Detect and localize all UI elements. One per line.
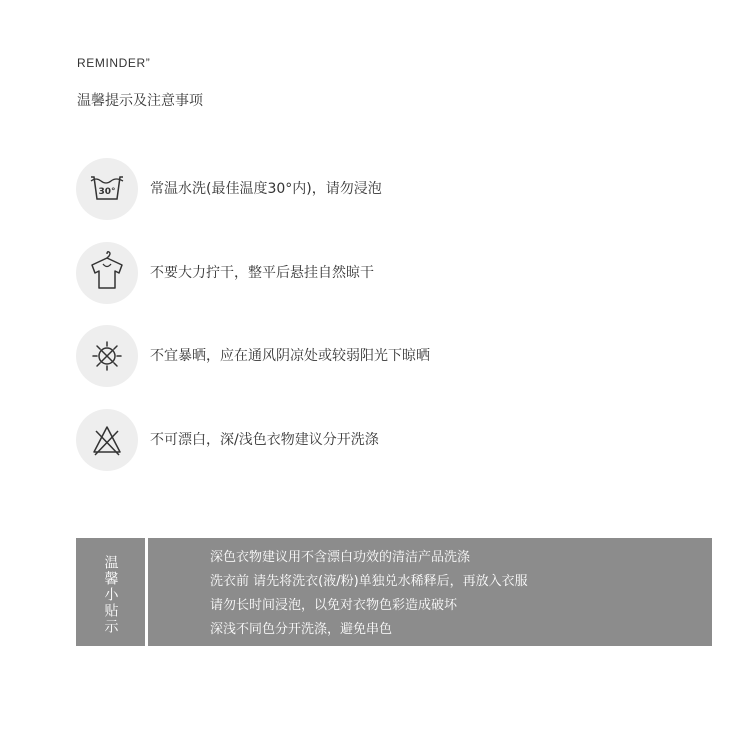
- page-title: 温馨提示及注意事项: [77, 93, 203, 109]
- tips-label-box: [76, 538, 145, 646]
- wash-30-icon: [76, 158, 138, 220]
- tip-item: 洗衣前 请先将洗衣(液/粉)单独兑水稀释后，再放入衣服: [210, 574, 528, 589]
- tip-item: 请勿长时间浸泡，以免对衣物色彩造成破坏: [210, 598, 458, 613]
- no-bleach-icon: [76, 409, 138, 471]
- tips-panel: [76, 538, 712, 646]
- no-sun-icon: [76, 325, 138, 387]
- tips-label: 温馨小贴示: [102, 555, 119, 635]
- care-item-bleach: [76, 409, 676, 471]
- tips-body: [148, 538, 712, 646]
- tip-item: 深色衣物建议用不含漂白功效的清洁产品洗涤: [210, 550, 471, 565]
- care-item-dry: [76, 242, 676, 304]
- care-text-dry: 不要大力拧干，整平后悬挂自然晾干: [150, 265, 374, 281]
- care-text-bleach: 不可漂白，深/浅色衣物建议分开洗涤: [150, 432, 379, 448]
- care-item-wash: [76, 158, 676, 220]
- wash-temperature-label: 30°: [98, 187, 116, 197]
- care-text-wash: 常温水洗(最佳温度30°内)，请勿浸泡: [150, 181, 382, 197]
- hang-dry-icon: [76, 242, 138, 304]
- care-text-sun: 不宜暴晒，应在通风阴凉处或较弱阳光下晾晒: [150, 348, 430, 364]
- care-item-sun: [76, 325, 676, 387]
- tip-item: 深浅不同色分开洗涤，避免串色: [210, 622, 393, 637]
- tips-list: [210, 546, 528, 642]
- reminder-eyebrow: REMINDER”: [77, 56, 151, 70]
